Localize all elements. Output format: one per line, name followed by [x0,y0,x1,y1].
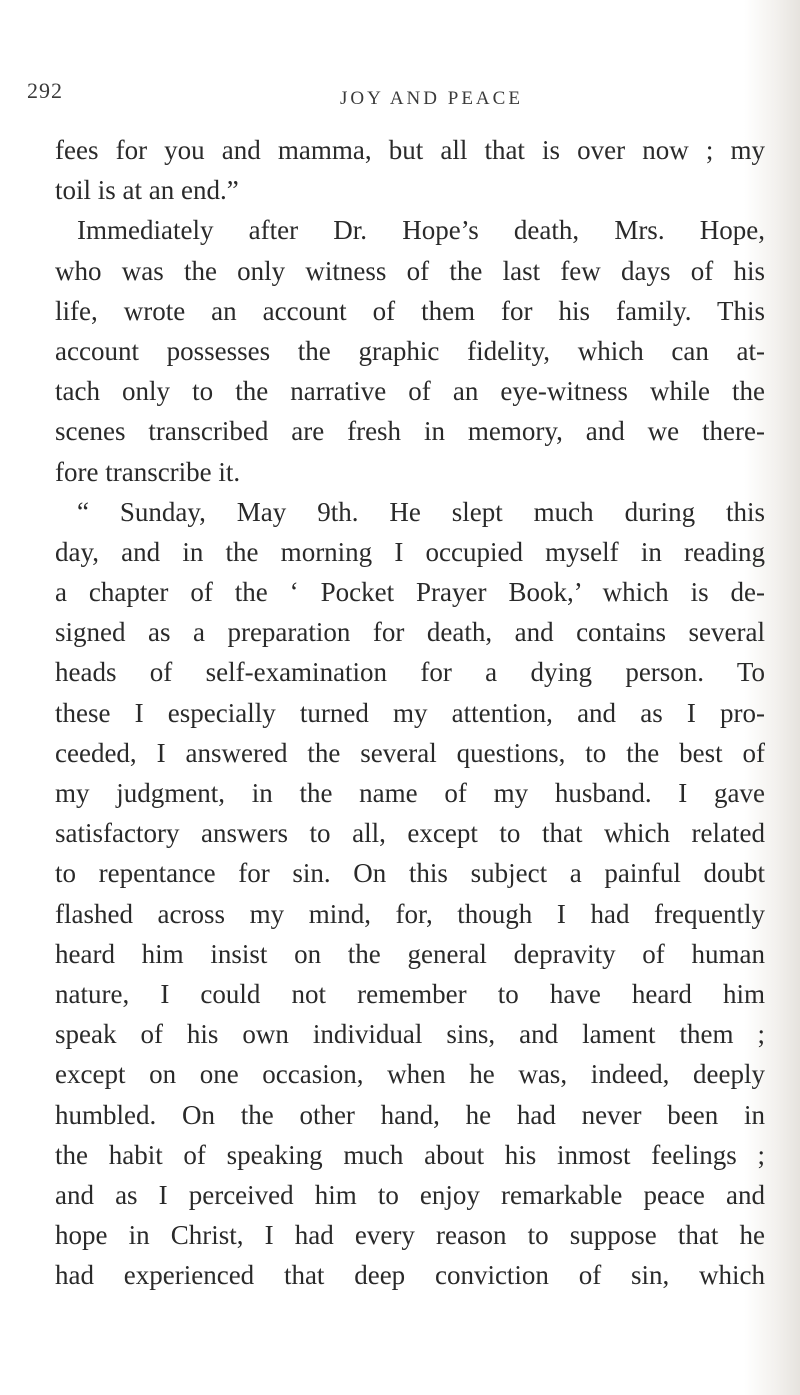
text-line: humbled. On the other hand, he had never been in [55,1099,765,1130]
text-line: Immediately after Dr. Hope’s death, Mrs. Hope, [77,215,765,246]
text-line: signed as a preparation for death, and contains several [55,617,765,648]
text-line: and as I perceived him to enjoy remarkable peace and [55,1179,765,1210]
text-line: heard him insist on the general depravity of human [55,938,765,969]
text-line: to repentance for sin. On this subject a painful doubt [55,858,765,889]
text-line: who was the only witness of the last few days of his [55,255,765,286]
text-line: account possesses the graphic fidelity, which can at- [55,335,765,366]
text-line: day, and in the morning I occupied myself in reading [55,536,765,567]
text-line: speak of his own individual sins, and lament them ; [55,1019,765,1050]
text-line: fees for you and mamma, but all that is over now ; my [55,135,765,165]
text-line: nature, I could not remember to have heard him [55,978,765,1009]
text-line: had experienced that deep conviction of sin, which [55,1260,765,1291]
text-line: “ Sunday, May 9th. He slept much during this [77,496,765,527]
text-line: scenes transcribed are fresh in memory, and we there- [55,416,765,447]
text-line: toil is at an end.” [55,175,239,206]
text-line: a chapter of the ‘ Pocket Prayer Book,’ which is de- [55,577,765,608]
text-line: fore transcribe it. [55,456,241,487]
running-head: JOY AND PEACE [340,88,523,109]
text-line: tach only to the narrative of an eye-witness while the [55,376,765,407]
text-line: satisfactory answers to all, except to that which related [55,818,765,849]
text-line: life, wrote an account of them for his family. This [55,295,765,326]
text-line: heads of self-examination for a dying person. To [55,657,765,688]
text-line: flashed across my mind, for, though I had frequently [55,898,765,929]
text-line: my judgment, in the name of my husband. I gave [55,778,765,808]
text-line: ceeded, I answered the several questions, to the best of [55,737,765,768]
text-line: hope in Christ, I had every reason to suppose that he [55,1220,765,1251]
page-number: 292 [27,78,63,103]
text-line: the habit of speaking much about his inmost feelings ; [55,1139,765,1170]
text-line: these I especially turned my attention, and as I pro- [55,697,765,728]
text-line: except on one occasion, when he was, indeed, deeply [55,1059,765,1090]
body-text [55,130,765,1295]
